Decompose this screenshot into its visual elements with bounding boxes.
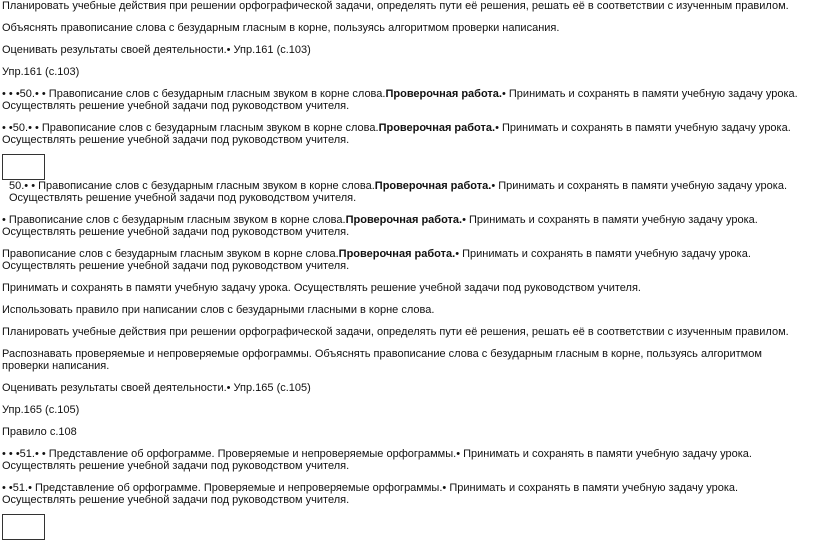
text: Принимать и сохранять в памяти учебную задачу урока. Осуществлять решение учебной задачи под руководством учителя. [2, 214, 758, 238]
paragraph: • •50.• • Правописание слов с безударным гласным звуком в корне слова.Проверочная работа.• Принимать и сохранять в памяти учебную задачу урока. Осуществлять решение учебной задачи под руководством учителя. [2, 122, 791, 146]
paragraph: 50.• • Правописание слов с безударным гласным звуком в корне слова.Проверочная работа.• Принимать и сохранять в памяти учебную задачу урока. Осуществлять решение учебной задачи под руководством учителя. [9, 180, 788, 204]
text: 50. [12, 122, 29, 134]
text: 51. [12, 482, 29, 494]
text: Принимать и сохранять в памяти учебную задачу урока. Осуществлять решение учебной задачи под руководством учителя. [9, 180, 788, 204]
document-body [2, 0, 812, 540]
text: Правописание слов с безударным гласным звуком в корне слова. [38, 122, 379, 134]
empty-box [2, 154, 45, 180]
paragraph: Принимать и сохранять в памяти учебную задачу урока. Осуществлять решение учебной задачи под руководством учителя. [2, 282, 641, 294]
text: Оценивать результаты своей деятельности. [2, 382, 227, 394]
bold-text: Проверочная работа. [345, 214, 463, 226]
text: 51. [19, 448, 35, 460]
text: Оценивать результаты своей деятельности. [2, 44, 227, 56]
text: Правописание слов с безударным гласным звуком в корне слова. [45, 88, 386, 100]
text: Упр.161 (с.103) [230, 44, 311, 56]
text: Представление об орфограмме. Проверяемые и непроверяемые орфограммы. [45, 448, 457, 460]
paragraph: Правописание слов с безударным гласным звуком в корне слова.Проверочная работа.• Принимать и сохранять в памяти учебную задачу урока. Осуществлять решение учебной задачи под руководством учителя. [2, 248, 751, 272]
paragraph: Упр.165 (с.105) [2, 404, 80, 416]
paragraph: Оценивать результаты своей деятельности.• Упр.165 (с.105) [2, 382, 311, 394]
paragraph: Распознавать проверяемые и непроверяемые орфограммы. Объяснять правописание слова с безударным гласным в корне, пользуясь алгоритмом проверки написания. [2, 348, 762, 372]
paragraph: Планировать учебные действия при решении орфографической задачи, определять пути её решения, решать её в соответствии с изученным правилом. [2, 0, 789, 12]
paragraph: Объяснять правописание слова с безударным гласным в корне, пользуясь алгоритмом проверки написания. [2, 22, 560, 34]
paragraph: Использовать правило при написании слов с безударными гласными в корне слова. [2, 304, 435, 316]
text: Принимать и сохранять в памяти учебную задачу урока. Осуществлять решение учебной задачи под руководством учителя. [2, 448, 752, 472]
text: Упр.165 (с.105) [230, 382, 311, 394]
text: Правописание слов с безударным гласным звуком в корне слова. [5, 214, 346, 226]
paragraph: Оценивать результаты своей деятельности.• Упр.161 (с.103) [2, 44, 311, 56]
text: Правописание слов с безударным гласным звуком в корне слова. [35, 180, 375, 192]
paragraph: • •51.• Представление об орфограмме. Проверяемые и непроверяемые орфограммы.• Принимать и сохранять в памяти учебную задачу урока. Осуществлять решение учебной задачи под руководством учителя. [2, 482, 739, 506]
bold-text: Проверочная работа. [338, 248, 456, 260]
paragraph: Планировать учебные действия при решении орфографической задачи, определять пути её решения, решать её в соответствии с изученным правилом. [2, 326, 789, 338]
text: 50. [19, 88, 35, 100]
empty-box [2, 514, 45, 540]
paragraph: Упр.161 (с.103) [2, 66, 80, 78]
paragraph: Правило с.108 [2, 426, 77, 438]
paragraph: • • •50.• • Правописание слов с безударным гласным звуком в корне слова.Проверочная работа.• Принимать и сохранять в памяти учебную задачу урока. Осуществлять решение учебной задачи под руководством учителя. [2, 88, 798, 112]
text: Принимать и сохранять в памяти учебную задачу урока. Осуществлять решение учебной задачи под руководством учителя. [2, 122, 791, 146]
text: Принимать и сохранять в памяти учебную задачу урока. Осуществлять решение учебной задачи под руководством учителя. [2, 248, 751, 272]
text: Представление об орфограмме. Проверяемые и непроверяемые орфограммы. [31, 482, 443, 494]
text: Правописание слов с безударным гласным звуком в корне слова. [2, 248, 339, 260]
text: Принимать и сохранять в памяти учебную задачу урока. Осуществлять решение учебной задачи под руководством учителя. [2, 482, 739, 506]
bold-text: Проверочная работа. [378, 122, 496, 134]
text: 50. [9, 180, 25, 192]
bold-text: Проверочная работа. [374, 180, 492, 192]
paragraph: • Правописание слов с безударным гласным звуком в корне слова.Проверочная работа.• Принимать и сохранять в памяти учебную задачу урока. Осуществлять решение учебной задачи под руководством учителя. [2, 214, 758, 238]
text: Принимать и сохранять в памяти учебную задачу урока. Осуществлять решение учебной задачи под руководством учителя. [2, 88, 798, 112]
paragraph: • • •51.• • Представление об орфограмме. Проверяемые и непроверяемые орфограммы.• Принимать и сохранять в памяти учебную задачу урока. Осуществлять решение учебной задачи под руководством учителя. [2, 448, 752, 472]
bold-text: Проверочная работа. [385, 88, 502, 100]
